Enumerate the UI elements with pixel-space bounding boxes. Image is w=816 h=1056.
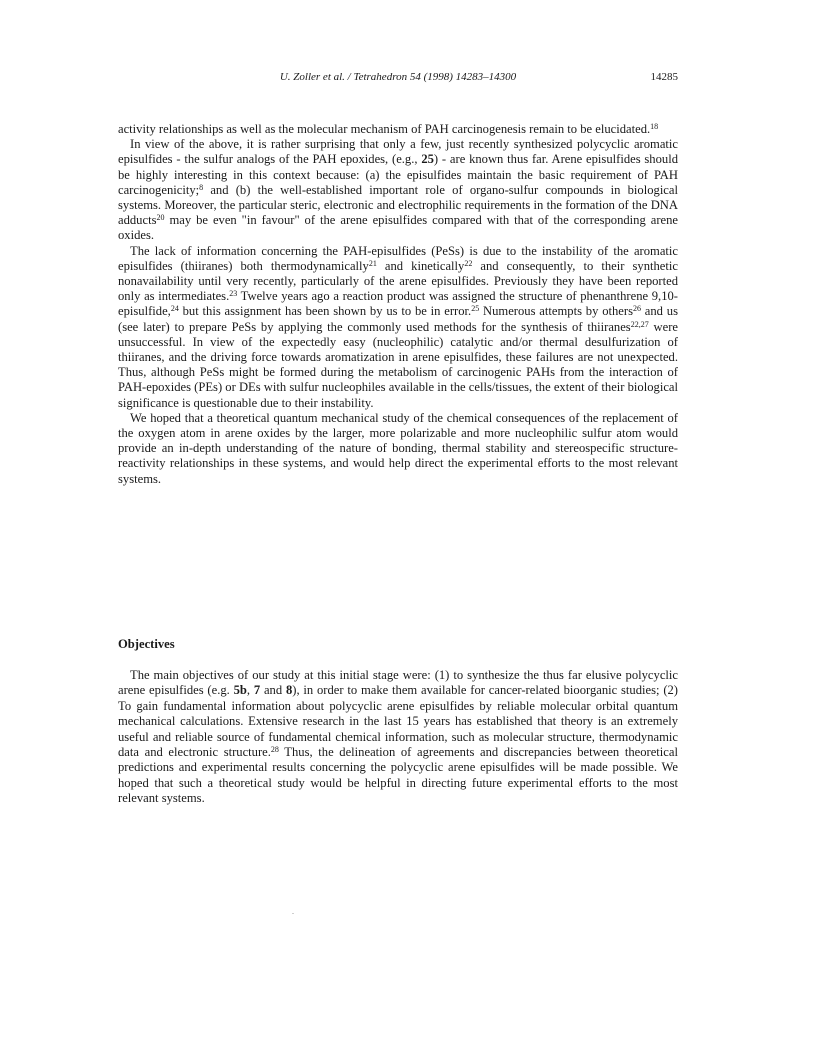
citation-superscript: 25 xyxy=(471,304,480,314)
text-run: The main objectives of our study at this initial stage were: (1) to synthesize the thus far elusive polycyclic arene episulfides (e.g. xyxy=(118,668,678,698)
text-run: Thus, the delineation of agreements and discrepancies between theoretical predictions and experimental results concerning the polycyclic arene episulfides will be made possible. We hoped that such a theoretical study would be helpful in directing future experimental efforts to the most relevant systems. xyxy=(118,745,678,806)
text-run: We hoped that a theoretical quantum mechanical study of the chemical consequences of the replacement of the oxygen atom in arene oxides by the larger, more polarizable and more nucleophilic sulfur atom would provide an in-depth understanding of the nature of bonding, thermal stability and stereospecific structure-reactivity relationships in these systems, and would help direct the experimental efforts to the most relevant systems. xyxy=(118,410,678,486)
citation-superscript: 24 xyxy=(170,304,179,314)
text-run: , xyxy=(246,683,254,698)
compound-number: 8 xyxy=(285,683,293,698)
body-paragraph xyxy=(118,411,678,487)
citation-superscript: 22 xyxy=(464,258,473,268)
text-run: ) - are known thus far. Arene episulfides should be highly interesting in this context because: (a) the episulfides maintain the basic requirement of PAH carcinogenicity; xyxy=(118,152,678,197)
compound-number: 5b xyxy=(233,683,247,698)
body-paragraph xyxy=(118,122,678,137)
citation-superscript: 22,27 xyxy=(630,319,649,329)
text-run: and consequently, to their synthetic nonavailability until very recently, particularly of the arene episulfides. Previously they have been reported only as intermediates. xyxy=(118,258,678,304)
section-heading-objectives: Objectives xyxy=(118,637,175,651)
text-run: and kinetically xyxy=(376,258,465,273)
body-paragraph xyxy=(118,244,678,411)
citation-superscript: 18 xyxy=(650,122,659,131)
citation-superscript: 23 xyxy=(229,289,238,299)
running-head: U. Zoller et al. / Tetrahedron 54 (1998) 14283–14300 xyxy=(279,71,517,83)
body-paragraph xyxy=(118,668,678,807)
compound-number: 7 xyxy=(253,683,261,698)
text-run: activity relationships as well as the molecular mechanism of PAH carcinogenesis remain to be elucidated. xyxy=(118,122,651,136)
objectives-text xyxy=(118,668,678,807)
text-run: but this assignment has been shown by us to be in error. xyxy=(178,304,472,319)
text-run: and (b) the well-established important role of organo-sulfur compounds in biological systems. Moreover, the particular steric, electronic and electrophilic requirements in the formation of the DNA adducts xyxy=(118,182,678,228)
citation-superscript: 21 xyxy=(368,258,377,268)
page-number: 14285 xyxy=(650,71,678,83)
citation-superscript: 28 xyxy=(270,745,279,755)
text-run: may be even "in favour" of the arene episulfides compared with that of the corresponding arene oxides. xyxy=(118,213,678,243)
text-run: Numerous attempts by others xyxy=(479,304,633,319)
text-run: The lack of information concerning the PAH-episulfides (PeSs) is due to the instability of the aromatic episulfides (thiiranes) both thermodynamically xyxy=(118,243,678,273)
text-run: Twelve years ago a reaction product was assigned the structure of phenanthrene 9,10-episulfide, xyxy=(118,289,678,319)
text-run: and xyxy=(260,683,286,698)
compound-number: 25 xyxy=(421,152,434,167)
citation-superscript: 8 xyxy=(199,182,204,192)
text-run: were unsuccessful. In view of the expectedly easy (nucleophilic) catalytic and/or thermal desulfurization of thiiranes, and the driving force towards aromatization in arene episulfides, these failures are not unexpected. Thus, although PeSs might be formed during the metabolism of carcinogenic PAHs from the interaction of PAH-epoxides (PEs) or DEs with sulfur nucleophiles available in the cells/tissues, the extent of their biological significance is questionable due to their instability. xyxy=(118,319,678,410)
scan-speck xyxy=(292,913,294,914)
text-run: In view of the above, it is rather surprising that only a few, just recently synthesized polycyclic aromatic episulfides - the sulfur analogs of the PAH epoxides, (e.g., xyxy=(118,137,678,167)
text-run: ), in order to make them available for cancer-related bioorganic studies; (2) To gain fundamental information about polycyclic arene episulfides by reliable molecular orbital quantum mechanical calculations. Extensive research in the last 15 years has established that theory is an extremely useful and reliable source of fundamental chemical information, such as molecular structure, thermodynamic data and electronic structure. xyxy=(118,683,679,760)
body-paragraph xyxy=(118,137,678,243)
citation-superscript: 20 xyxy=(156,213,165,223)
body-text xyxy=(118,122,678,487)
text-run: and us (see later) to prepare PeSs by applying the commonly used methods for the synthesis of thiiranes xyxy=(118,304,678,334)
citation-superscript: 26 xyxy=(632,304,641,314)
